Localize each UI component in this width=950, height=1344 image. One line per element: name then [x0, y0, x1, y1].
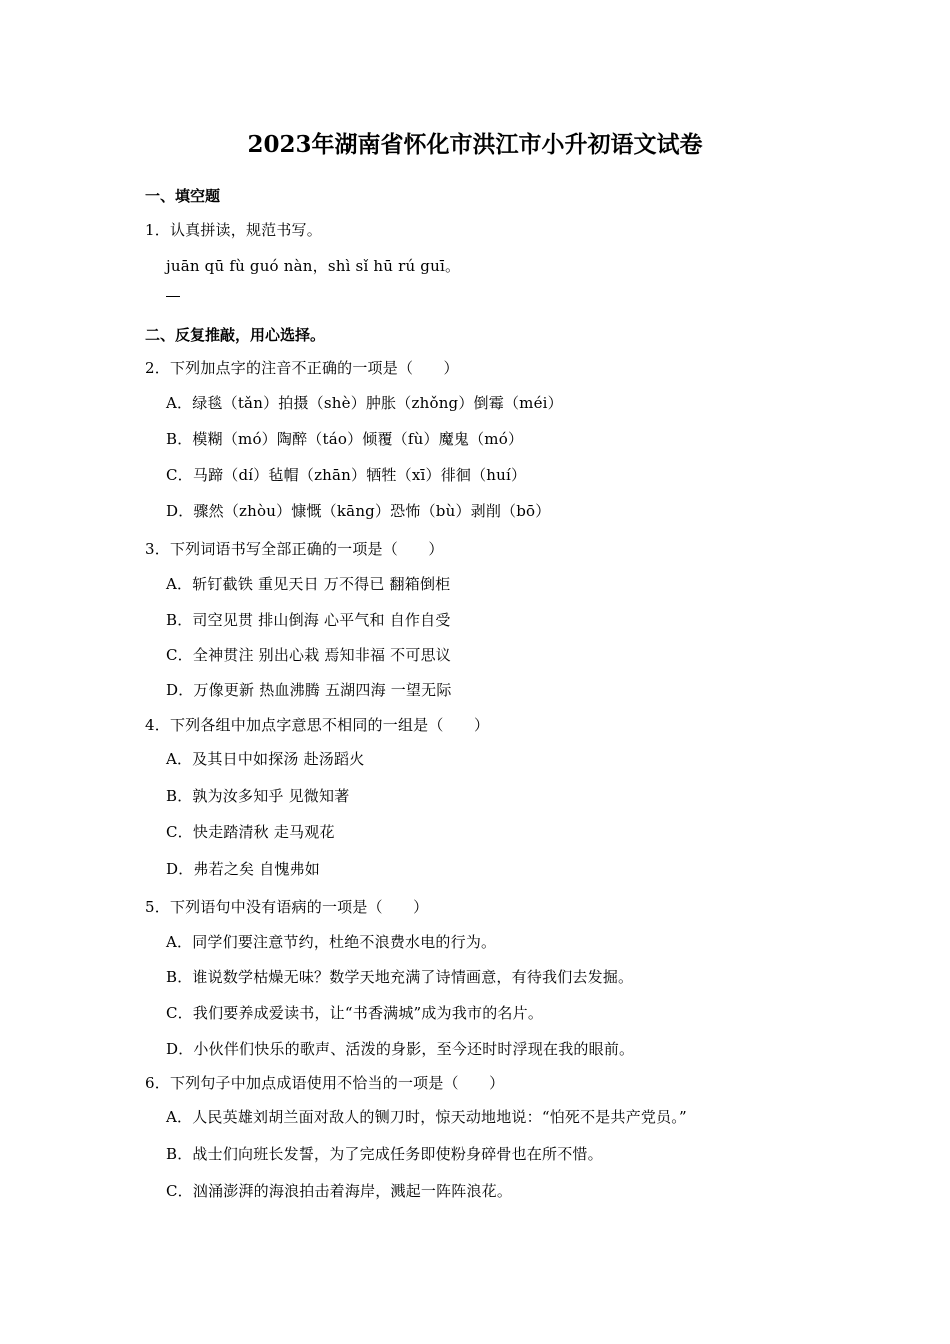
- question-3-option-a[interactable]: A．斩钉截铁 重见天日 万不得已 翻箱倒柜: [166, 575, 451, 593]
- question-5-option-d[interactable]: D．小伙伴们快乐的歌声、活泼的身影，至今还时时浮现在我的眼前。: [166, 1040, 635, 1058]
- question-5-option-c[interactable]: C．我们要养成爱读书，让“书香满城”成为我市的名片。: [166, 1004, 544, 1022]
- question-6-stem: 6．下列句子中加点成语使用不恰当的一项是（ ）: [145, 1074, 505, 1092]
- question-3-option-c[interactable]: C．全神贯注 别出心栽 焉知非福 不可思议: [166, 646, 451, 664]
- question-6-option-a[interactable]: A．人民英雄刘胡兰面对敌人的铡刀时，惊天动地地说：“怕死不是共产党员。”: [166, 1108, 687, 1126]
- question-2-option-d[interactable]: D．骤然（zhòu）慷慨（kāng）恐怖（bù）剥削（bō）: [166, 502, 551, 520]
- question-4-option-c[interactable]: C．快走踏清秋 走马观花: [166, 823, 335, 841]
- question-2-stem: 2．下列加点字的注音不正确的一项是（ ）: [145, 359, 459, 377]
- question-3-option-b[interactable]: B．司空见贯 排山倒海 心平气和 自作自受: [166, 611, 451, 629]
- question-4-option-d[interactable]: D．弗若之矣 自愧弗如: [166, 860, 320, 878]
- question-4-option-a[interactable]: A．及其日中如探汤 赴汤蹈火: [166, 750, 365, 768]
- question-3-option-d[interactable]: D．万像更新 热血沸腾 五湖四海 一望无际: [166, 681, 452, 699]
- question-5-stem: 5．下列语句中没有语病的一项是（ ）: [145, 898, 429, 916]
- question-6-option-b[interactable]: B．战士们向班长发誓，为了完成任务即使粉身碎骨也在所不惜。: [166, 1145, 603, 1163]
- question-3-stem: 3．下列词语书写全部正确的一项是（ ）: [145, 540, 444, 558]
- question-2-option-b[interactable]: B．模糊（mó）陶醉（táo）倾覆（fù）魔鬼（mó）: [166, 430, 524, 448]
- question-1-pinyin: juān qū fù guó nàn，shì sǐ hū rú guī。: [166, 257, 461, 275]
- page-title: 2023年湖南省怀化市洪江市小升初语文试卷: [247, 131, 703, 158]
- section-heading-fill-blank: 一、填空题: [145, 187, 221, 205]
- section-heading-choice: 二、反复推敲，用心选择。: [145, 326, 326, 344]
- question-2-option-c[interactable]: C．马蹄（dí）毡帽（zhān）牺牲（xī）徘徊（huí）: [166, 466, 527, 484]
- question-4-stem: 4．下列各组中加点字意思不相同的一组是（ ）: [145, 716, 490, 734]
- question-1-stem: 1．认真拼读，规范书写。: [145, 221, 322, 239]
- question-2-option-a[interactable]: A．绿毯（tǎn）拍摄（shè）肿胀（zhǒng）倒霉（méi）: [166, 394, 563, 412]
- question-5-option-b[interactable]: B．谁说数学枯燥无味？数学天地充满了诗情画意，有待我们去发掘。: [166, 968, 634, 986]
- question-4-option-b[interactable]: B．孰为汝多知乎 见微知著: [166, 787, 350, 805]
- question-5-option-a[interactable]: A．同学们要注意节约，杜绝不浪费水电的行为。: [166, 933, 497, 951]
- answer-blank-line[interactable]: [166, 296, 180, 297]
- question-6-option-c[interactable]: C．汹涌澎湃的海浪拍击着海岸，溅起一阵阵浪花。: [166, 1182, 513, 1200]
